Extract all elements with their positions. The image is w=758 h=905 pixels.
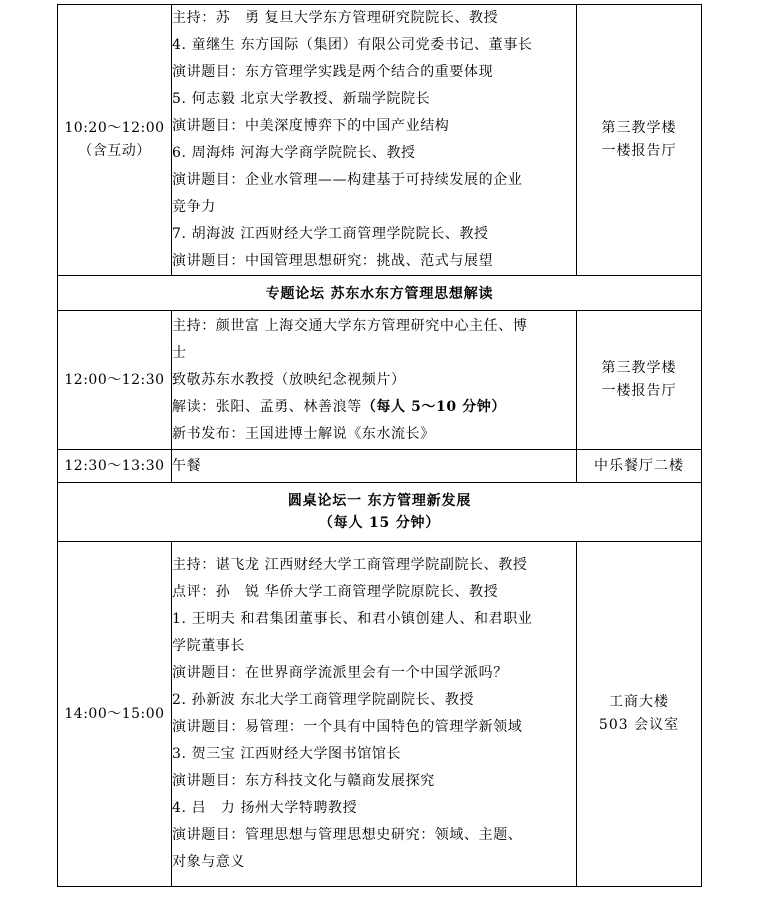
- time-note: （含互动）: [78, 143, 151, 159]
- time-range: 12:30～13:30: [58, 450, 172, 483]
- lunch-text: 午餐: [172, 457, 202, 474]
- venue-cell: [577, 311, 702, 450]
- talk-title-line: 演讲题目：东方管理学实践是两个结合的重要体现: [172, 64, 494, 80]
- time-range: 10:20～12:00: [64, 120, 165, 136]
- speaker-line: 1. 王明夫 和君集团董事长、和君小镇创建人、和君职业: [172, 611, 533, 627]
- time-cell: [58, 542, 172, 887]
- program-cell: [172, 542, 577, 887]
- venue-cell: [577, 542, 702, 887]
- venue-cell: [577, 5, 702, 276]
- talk-title-line: 演讲题目：在世界商学流派里会有一个中国学派吗？: [172, 665, 508, 681]
- talk-title-continuation: 对象与意义: [172, 854, 245, 870]
- venue-room: 一楼报告厅: [601, 383, 677, 399]
- talk-title-line: 演讲题目：易管理：一个具有中国特色的管理学新领域: [172, 719, 523, 735]
- speaker-line: 2. 孙新波 东北大学工商管理学院副院长、教授: [172, 692, 475, 708]
- program-cell: [172, 311, 577, 450]
- venue-building: 第三教学楼: [601, 360, 677, 376]
- time-range: 14:00～15:00: [64, 705, 165, 722]
- roundtable-title: 圆桌论坛一 东方管理新发展: [287, 493, 472, 509]
- commentator-line: 点评：孙 锐 华侨大学工商管理学院原院长、教授: [172, 584, 499, 600]
- book-release-line: 新书发布：王国进博士解说《东水流长》: [172, 425, 435, 442]
- time-range: 12:00～12:30: [64, 371, 165, 388]
- speaker-line: 5. 何志毅 北京大学教授、新瑞学院院长: [172, 91, 431, 107]
- session-row-2: [58, 311, 702, 450]
- speaker-line: 7. 胡海波 江西财经大学工商管理学院院长、教授: [172, 226, 489, 242]
- talk-title-continuation: 竞争力: [172, 199, 216, 215]
- host-line: 主持：颜世富 上海交通大学东方管理研究中心主任、博: [172, 317, 528, 334]
- venue-building: 工商大楼: [609, 694, 669, 710]
- interpretation-speakers: 解读：张阳、孟勇、林善浪等: [172, 398, 362, 415]
- interpretation-line: [172, 394, 576, 421]
- talk-title-line: 演讲题目：企业水管理——构建基于可持续发展的企业: [172, 172, 523, 188]
- speaker-line-continuation: 学院董事长: [172, 638, 245, 654]
- time-limit-note: （每人 5～10 分钟）: [361, 398, 506, 415]
- speaker-line: 4. 童继生 东方国际（集团）有限公司党委书记、董事长: [172, 37, 533, 53]
- session-row-1: [58, 5, 702, 276]
- talk-title-line: 演讲题目：东方科技文化与赣商发展探究: [172, 773, 435, 789]
- talk-title-line: 演讲题目：管理思想与管理思想史研究：领域、主题、: [172, 827, 523, 843]
- forum-title: 专题论坛 苏东水东方管理思想解读: [58, 276, 702, 311]
- roundtable-header: [58, 483, 702, 542]
- speaker-line: 3. 贺三宝 江西财经大学图书馆馆长: [172, 746, 402, 762]
- host-line-continuation: 士: [172, 344, 187, 361]
- host-line: 主持：苏 勇 复旦大学东方管理研究院院长、教授: [172, 10, 499, 26]
- venue-room: 503 会议室: [598, 717, 680, 733]
- tribute-line: 致敬苏东水教授（放映纪念视频片）: [172, 371, 406, 388]
- lunch-row: [58, 450, 702, 483]
- venue-building: 第三教学楼: [601, 120, 677, 136]
- session-row-3: [58, 542, 702, 887]
- talk-title-line: 演讲题目：中国管理思想研究：挑战、范式与展望: [172, 253, 494, 269]
- program-cell: [172, 5, 577, 276]
- lunch-label: [172, 450, 577, 483]
- host-line: 主持：谌飞龙 江西财经大学工商管理学院副院长、教授: [172, 557, 528, 573]
- speaker-line: 4. 吕 力 扬州大学特聘教授: [172, 800, 358, 816]
- time-cell: [58, 311, 172, 450]
- time-cell: [58, 5, 172, 276]
- lunch-venue: 中乐餐厅二楼: [577, 450, 702, 483]
- talk-title-line: 演讲题目：中美深度博弈下的中国产业结构: [172, 118, 450, 134]
- speaker-line: 6. 周海炜 河海大学商学院院长、教授: [172, 145, 416, 161]
- roundtable-header-row: [58, 483, 702, 542]
- forum-header-row: [58, 276, 702, 311]
- venue-room: 一楼报告厅: [601, 143, 677, 159]
- roundtable-subtitle: （每人 15 分钟）: [318, 515, 441, 531]
- schedule-table: [57, 4, 702, 887]
